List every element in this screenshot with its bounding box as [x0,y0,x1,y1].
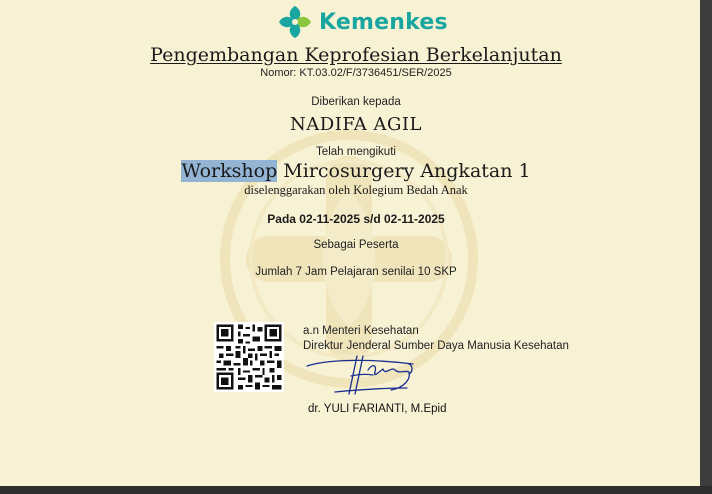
kemenkes-logo-text: Kemenkes [319,9,448,35]
event-title-rest: Mircosurgery Angkatan 1 [277,160,531,182]
kemenkes-logo [277,4,448,40]
signatory-line-1: a.n Menteri Kesehatan [303,325,419,337]
signatory-name: dr. YULI FARIANTI, M.Epid [308,403,447,415]
certificate-title: Pengembangan Keprofesian Berkelanjutan [150,44,562,66]
given-to-label: Diberikan kepada [311,96,401,108]
event-dates: Pada 02-11-2025 s/d 02-11-2025 [267,212,445,226]
learning-hours: Jumlah 7 Jam Pelajaran senilai 10 SKP [255,266,457,278]
signature-icon [305,352,425,398]
participant-role: Sebagai Peserta [313,239,399,251]
event-title-selected-text[interactable]: Workshop [181,160,278,182]
certificate-number: Nomor: KT.03.02/F/3736451/SER/2025 [260,67,452,79]
attended-label: Telah mengikuti [316,146,396,158]
recipient-name: NADIFA AGIL [290,114,422,135]
kemenkes-logo-icon [277,4,313,40]
organizer-text: diselenggarakan oleh Kolegium Bedah Anak [244,183,468,197]
viewer-right-edge [700,0,712,494]
signatory-line-2: Direktur Jenderal Sumber Daya Manusia Kesehatan [303,340,569,352]
qr-code-icon [214,322,284,392]
event-title [0,160,700,182]
viewer-bottom-edge [0,486,712,494]
